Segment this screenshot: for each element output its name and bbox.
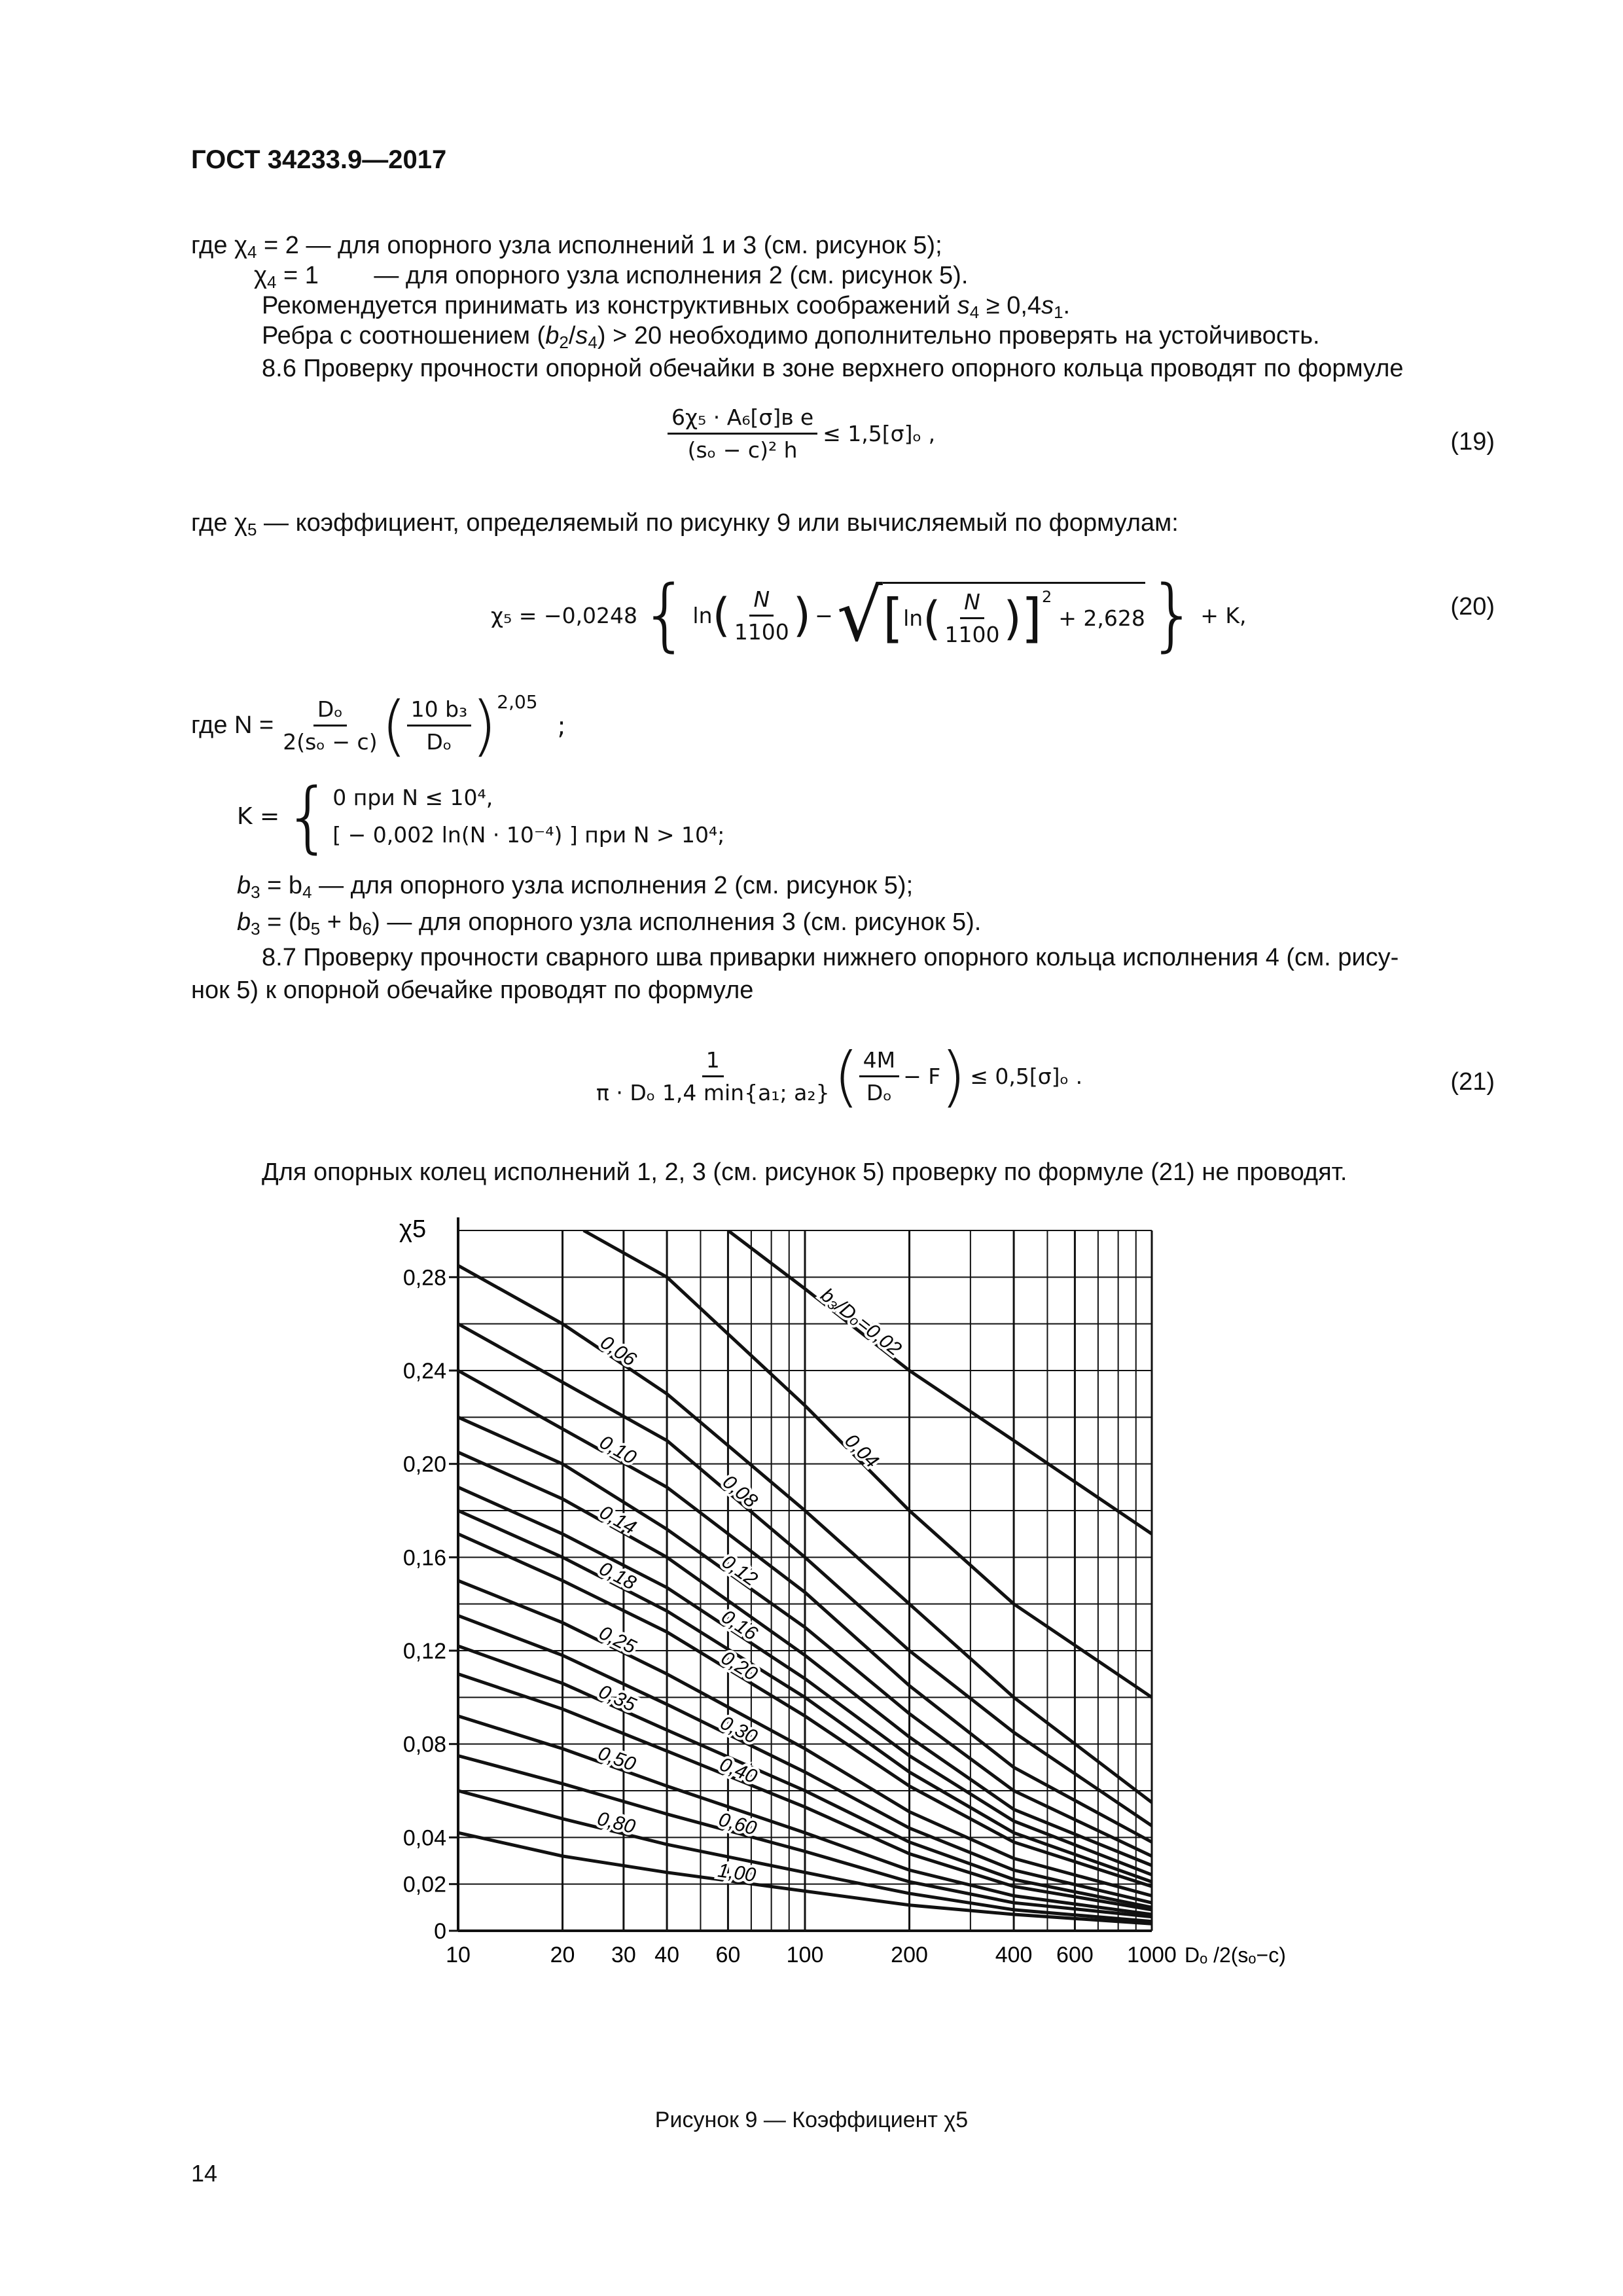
b3-b5b6-text: ) — для опорного узла исполнения 3 (см. рисунок 5). [372,908,982,936]
sqrt-body [883,582,1145,649]
paragraph-b3-b5b6 [237,907,981,944]
eq20-rhs: + K, [1200,602,1247,628]
var-s: s [1041,292,1054,319]
ineq-text: ≥ 0,4 [979,292,1042,319]
sub-3: 3 [251,919,260,939]
eq21-frac1-den: π · Dₒ 1,4 min{a₁; a₂} [596,1080,830,1105]
b3-b4-text: — для опорного узла исполнения 2 (см. рисунок 5); [312,872,914,899]
paren-close: ) [471,687,497,764]
equation-N [191,687,565,764]
period: . [1063,292,1071,319]
frac-num-N: N [749,586,774,617]
y-axis-label: χ5 [399,1215,427,1243]
sub-4: 4 [588,332,597,352]
chi5-chart [366,1204,1322,1977]
curve-label: 0,12 [717,1551,762,1591]
left-brace: { [640,569,690,660]
curve-label: 0,06 [596,1331,641,1371]
x-tick-label: 10 [446,1943,471,1967]
eq20-frac1 [730,586,793,645]
eq21-frac1-num: 1 [702,1047,724,1077]
curve-label: 0,16 [717,1605,762,1645]
ribs-text: Ребра с соотношением ( [262,322,546,350]
word-where: где [191,509,235,537]
sub-1: 1 [1054,302,1063,322]
var-b: b [237,872,251,899]
document-header: ГОСТ 34233.9—2017 [191,145,447,174]
x-tick-label: 400 [995,1943,1033,1967]
ribs-rest: ) > 20 необходимо дополнительно проверять на устойчивость. [597,322,1320,350]
eq20-frac2 [940,589,1003,647]
curve-label: 1,00 [716,1859,757,1886]
equation-21 [592,1038,1082,1115]
paren-open: ( [712,588,730,642]
eq21-frac2-den: Dₒ [866,1080,892,1105]
bracket-open: [ [882,588,904,649]
bracket-close: ] [1021,588,1042,649]
eq19-numerator: 6χ₅ · A₆[σ]ʙ e [668,404,817,435]
eq20-lhs: χ₅ = −0,0248 [491,602,638,628]
N-frac1 [279,696,381,755]
sub-5: 5 [310,919,321,939]
x-tick-label: 30 [611,1943,636,1967]
chi-symbol: χ [234,232,247,259]
plus-2628: + 2,628 [1058,605,1145,631]
chart-curve-labels [595,1284,905,1886]
square-exponent: 2 [1042,588,1052,606]
curve-label: 0,10 [596,1431,640,1469]
figure-caption: Рисунок 9 — Коэффициент χ5 [654,2108,969,2132]
sub-4: 4 [969,302,980,322]
curve-label: 0,30 [717,1712,761,1748]
var-b: b [545,322,560,350]
x-axis-label: Dₒ /2(sₒ−c) [1185,1943,1286,1967]
sub-4: 4 [302,882,312,902]
recommend-text: Рекомендуется принимать из конструктивных соображений [262,292,957,319]
paren-open: ( [833,1038,859,1115]
x-tick-label: 200 [891,1943,928,1967]
y-tick-label: 0,04 [402,1825,446,1851]
N-frac1-num: Dₒ [313,696,347,726]
x-tick-label: 20 [550,1943,575,1967]
N-frac2-num: 10 b₃ [407,696,472,726]
paren-open: ( [923,591,941,645]
curve-label: 0,20 [717,1647,762,1685]
K-case-1: 0 при N ≤ 10⁴, [332,785,493,810]
paren-close: ) [793,588,812,642]
N-frac1-den: 2(sₒ − c) [283,729,378,755]
equals-paren-b: = (b [260,908,311,936]
curve-label: 0,35 [595,1680,639,1716]
chi-symbol: χ [254,262,267,289]
var-s: s [957,292,970,319]
chi5-text: — коэффициент, определяемый по рисунку 9 или вычисляемый по формулам: [257,509,1179,537]
var-s: s [575,322,588,350]
frac-den-1100: 1100 [734,619,789,645]
chi4-2-text: = 2 — для опорного узла исполнений 1 и 3 (см. рисунок 5); [257,232,942,259]
curve-label: 0,40 [716,1753,760,1788]
paragraph-8-7: 8.7 Проверку прочности сварного шва приварки нижнего опорного кольца исполнения 4 (см. рису- [262,944,1399,971]
y-tick-label: 0,24 [402,1359,446,1384]
plus-b: + b [320,908,363,936]
eq21-frac1 [592,1047,834,1105]
K-brace: { [283,771,333,861]
equation-number-21: (21) [1450,1068,1495,1096]
y-tick-label: 0,28 [402,1265,446,1291]
chi-subscript: 4 [266,272,277,292]
frac-num-N: N [960,589,984,619]
K-lhs: K = [237,802,280,830]
curve-b3-d0-0-02 [728,1230,1152,1534]
y-tick-label: 0,12 [402,1639,446,1664]
N-exponent: 2,05 [497,691,538,713]
curve-label: 0,14 [596,1501,640,1539]
equation-20 [491,563,1247,668]
curve-label: 0,04 [840,1429,883,1473]
paren-close: ) [940,1038,967,1115]
sub-3: 3 [251,882,260,902]
N-frac2 [407,696,472,755]
chart-axes [403,1217,1177,1967]
var-b: b [237,908,251,936]
x-tick-label: 40 [654,1943,680,1967]
paragraph-8-7-cont: нок 5) к опорной обечайке проводят по формуле [191,977,754,1004]
paragraph-b3-b4 [237,870,913,907]
ln-2: ln [903,605,923,631]
chi4-1-text: = 1 — для опорного узла исполнения 2 (см. рисунок 5). [276,262,969,289]
N-prefix: где N = [191,711,274,739]
paren-close: ) [1003,591,1022,645]
equation-number-19: (19) [1450,428,1495,456]
slash: / [568,322,576,350]
frac-den-1100: 1100 [944,622,1000,647]
equals-b: = b [260,872,303,899]
paragraph-chi5 [191,508,1179,545]
sub-6: 6 [362,919,372,939]
equation-number-20: (20) [1450,593,1495,620]
curve-label: 0,50 [595,1742,639,1776]
y-tick-label: 0 [434,1919,446,1944]
K-cases [332,785,724,848]
paragraph-ribs [262,321,1320,357]
minus-sign: − [815,602,833,628]
page-number: 14 [191,2160,218,2187]
paragraph-no-check: Для опорных колец исполнений 1, 2, 3 (см. рисунок 5) проверку по формуле (21) не проводят. [262,1158,1347,1186]
y-tick-label: 0,08 [402,1732,446,1757]
x-tick-label: 60 [715,1943,741,1967]
paren-open: ( [381,687,407,764]
K-case-2: [ − 0,002 ln(N · 10⁻⁴) ] при N > 10⁴; [332,822,725,848]
sub-5: 5 [247,520,257,539]
chi-symbol: χ [234,509,247,537]
curve-label: 0,25 [596,1622,639,1659]
x-tick-label: 100 [786,1943,824,1967]
chi-subscript: 4 [247,242,257,262]
curve-label: 0,80 [595,1808,637,1839]
sqrt-sign: √ [836,573,883,657]
eq21-rhs: ≤ 0,5[σ]ₒ . [970,1064,1083,1089]
minus-F: − F [903,1064,941,1089]
equation-19 [668,404,935,463]
right-brace: } [1147,569,1198,660]
N-frac2-den: Dₒ [426,729,452,755]
curve-label: 0,08 [718,1471,762,1513]
eq21-frac2-num: 4M [859,1047,899,1077]
curve-label: 0,60 [716,1808,759,1840]
curve-label: b₃/Dₒ=0,02 [816,1284,906,1361]
eq19-rhs: ≤ 1,5[σ]ₒ , [823,421,936,446]
sub-2: 2 [559,332,569,352]
eq19-fraction [668,404,817,463]
eq19-denominator: (sₒ − c)² h [687,437,798,463]
ln-1: ln [692,602,713,628]
x-tick-label: 1000 [1127,1943,1177,1967]
curve-label: 0,18 [596,1557,640,1594]
paragraph-8-6: 8.6 Проверку прочности опорной обечайки в зоне верхнего опорного кольца проводят по формуле [262,355,1404,382]
equation-K [237,771,725,861]
y-tick-label: 0,02 [402,1872,446,1897]
y-tick-label: 0,16 [402,1545,446,1571]
semicolon: ; [557,711,566,740]
y-tick-label: 0,20 [402,1452,446,1477]
word-where: где [191,232,228,259]
eq21-frac2 [859,1047,899,1105]
x-tick-label: 600 [1056,1943,1094,1967]
